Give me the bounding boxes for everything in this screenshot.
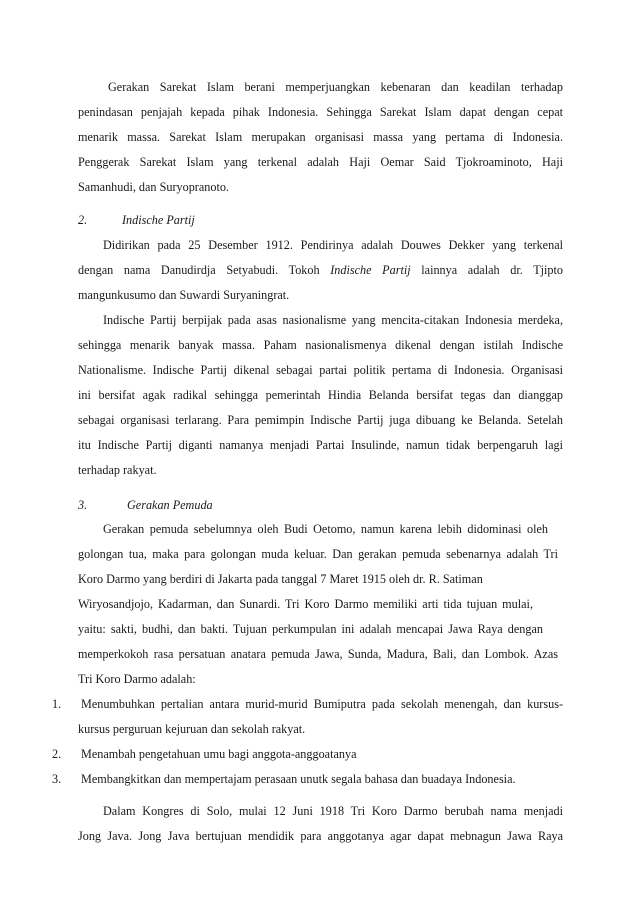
paragraph-line: mangunkusumo dan Suwardi Suryaningrat. — [78, 288, 290, 302]
paragraph-line: memperkokoh rasa persatuan anatara pemuda Jawa, Sunda, Madura, Bali, dan Lombok. Azas — [78, 647, 558, 661]
paragraph-line: menarik massa. Sarekat Islam merupakan organisasi massa yang pertama di Indonesia. — [78, 130, 563, 144]
paragraph-line: Jong Java. Jong Java bertujuan mendidik para anggotanya agar dapat mebnagun Jawa Raya — [78, 829, 563, 843]
paragraph-line: sehingga menarik banyak massa. Paham nasionalismenya dikenal dengan istilah Indische — [78, 338, 563, 352]
section-number: 3. — [78, 498, 88, 512]
list-item-line: kursus perguruan kejuruan dan sekolah rakyat. — [78, 722, 306, 736]
paragraph-line: Koro Darmo yang berdiri di Jakarta pada tanggal 7 Maret 1915 oleh dr. R. Satiman — [78, 572, 483, 586]
paragraph-line-mixed — [78, 262, 563, 278]
paragraph-line: Samanhudi, dan Suryopranoto. — [78, 180, 229, 194]
text-run: lainnya adalah dr. Tjipto — [421, 263, 564, 277]
section-heading: Indische Partij — [122, 213, 195, 227]
list-item-line: Membangkitkan dan mempertajam perasaan unutk segala bahasa dan buadaya Indonesia. — [81, 772, 516, 786]
paragraph-line: Indische Partij berpijak pada asas nasionalisme yang mencita-citakan Indonesia merdeka, — [103, 313, 563, 327]
list-number: 2. — [52, 747, 62, 761]
list-item-line: Menambah pengetahuan umu bagi anggota-anggoatanya — [81, 747, 357, 761]
paragraph-line: terhadap rakyat. — [78, 463, 157, 477]
paragraph-line: Didirikan pada 25 Desember 1912. Pendirinya adalah Douwes Dekker yang terkenal — [103, 238, 563, 252]
list-number: 1. — [52, 697, 62, 711]
section-number: 2. — [78, 213, 88, 227]
list-number: 3. — [52, 772, 62, 786]
section-heading: Gerakan Pemuda — [127, 498, 213, 512]
list-item-line: Menumbuhkan pertalian antara murid-murid Bumiputra pada sekolah menengah, dan kursus- — [81, 697, 563, 711]
paragraph-line: Gerakan Sarekat Islam berani memperjuangkan kebenaran dan keadilan terhadap — [108, 80, 563, 94]
paragraph-line: Nationalisme. Indische Partij dikenal sebagai partai politik pertama di Indonesia. Organisasi — [78, 363, 563, 377]
text-run: dengan nama Danudirdja Setyabudi. Tokoh — [78, 263, 320, 277]
paragraph-line: Wiryosandjojo, Kadarman, dan Sunardi. Tri Koro Darmo memiliki arti tida tujuan mulai, — [78, 597, 533, 611]
paragraph-line: itu Indische Partij diganti namanya menjadi Partai Insulinde, namun tidak berpengaruh lagi — [78, 438, 563, 452]
paragraph-line: Gerakan pemuda sebelumnya oleh Budi Oetomo, namun karena lebih didominasi oleh — [103, 522, 548, 536]
paragraph-line: Penggerak Sarekat Islam yang terkenal adalah Haji Oemar Said Tjokroaminoto, Haji — [78, 155, 563, 169]
italic-term: Indische Partij — [330, 263, 411, 277]
paragraph-line: sebagai organisasi terlarang. Para pemimpin Indische Partij juga dibuang ke Belanda. Setelah — [78, 413, 563, 427]
paragraph-line: golongan tua, maka para golongan muda keluar. Dan gerakan pemuda sebenarnya adalah Tri — [78, 547, 558, 561]
paragraph-line: penindasan penjajah kepada pihak Indonesia. Sehingga Sarekat Islam dapat dengan cepat — [78, 105, 563, 119]
paragraph-line: Dalam Kongres di Solo, mulai 12 Juni 1918 Tri Koro Darmo berubah nama menjadi — [103, 804, 563, 818]
paragraph-line: ini bersifat agak radikal sehingga pemerintah Hindia Belanda bersifat tegas dan dianggap — [78, 388, 563, 402]
paragraph-line: Tri Koro Darmo adalah: — [78, 672, 196, 686]
paragraph-line: yaitu: sakti, budhi, dan bakti. Tujuan perkumpulan ini adalah mencapai Jawa Raya dengan — [78, 622, 543, 636]
